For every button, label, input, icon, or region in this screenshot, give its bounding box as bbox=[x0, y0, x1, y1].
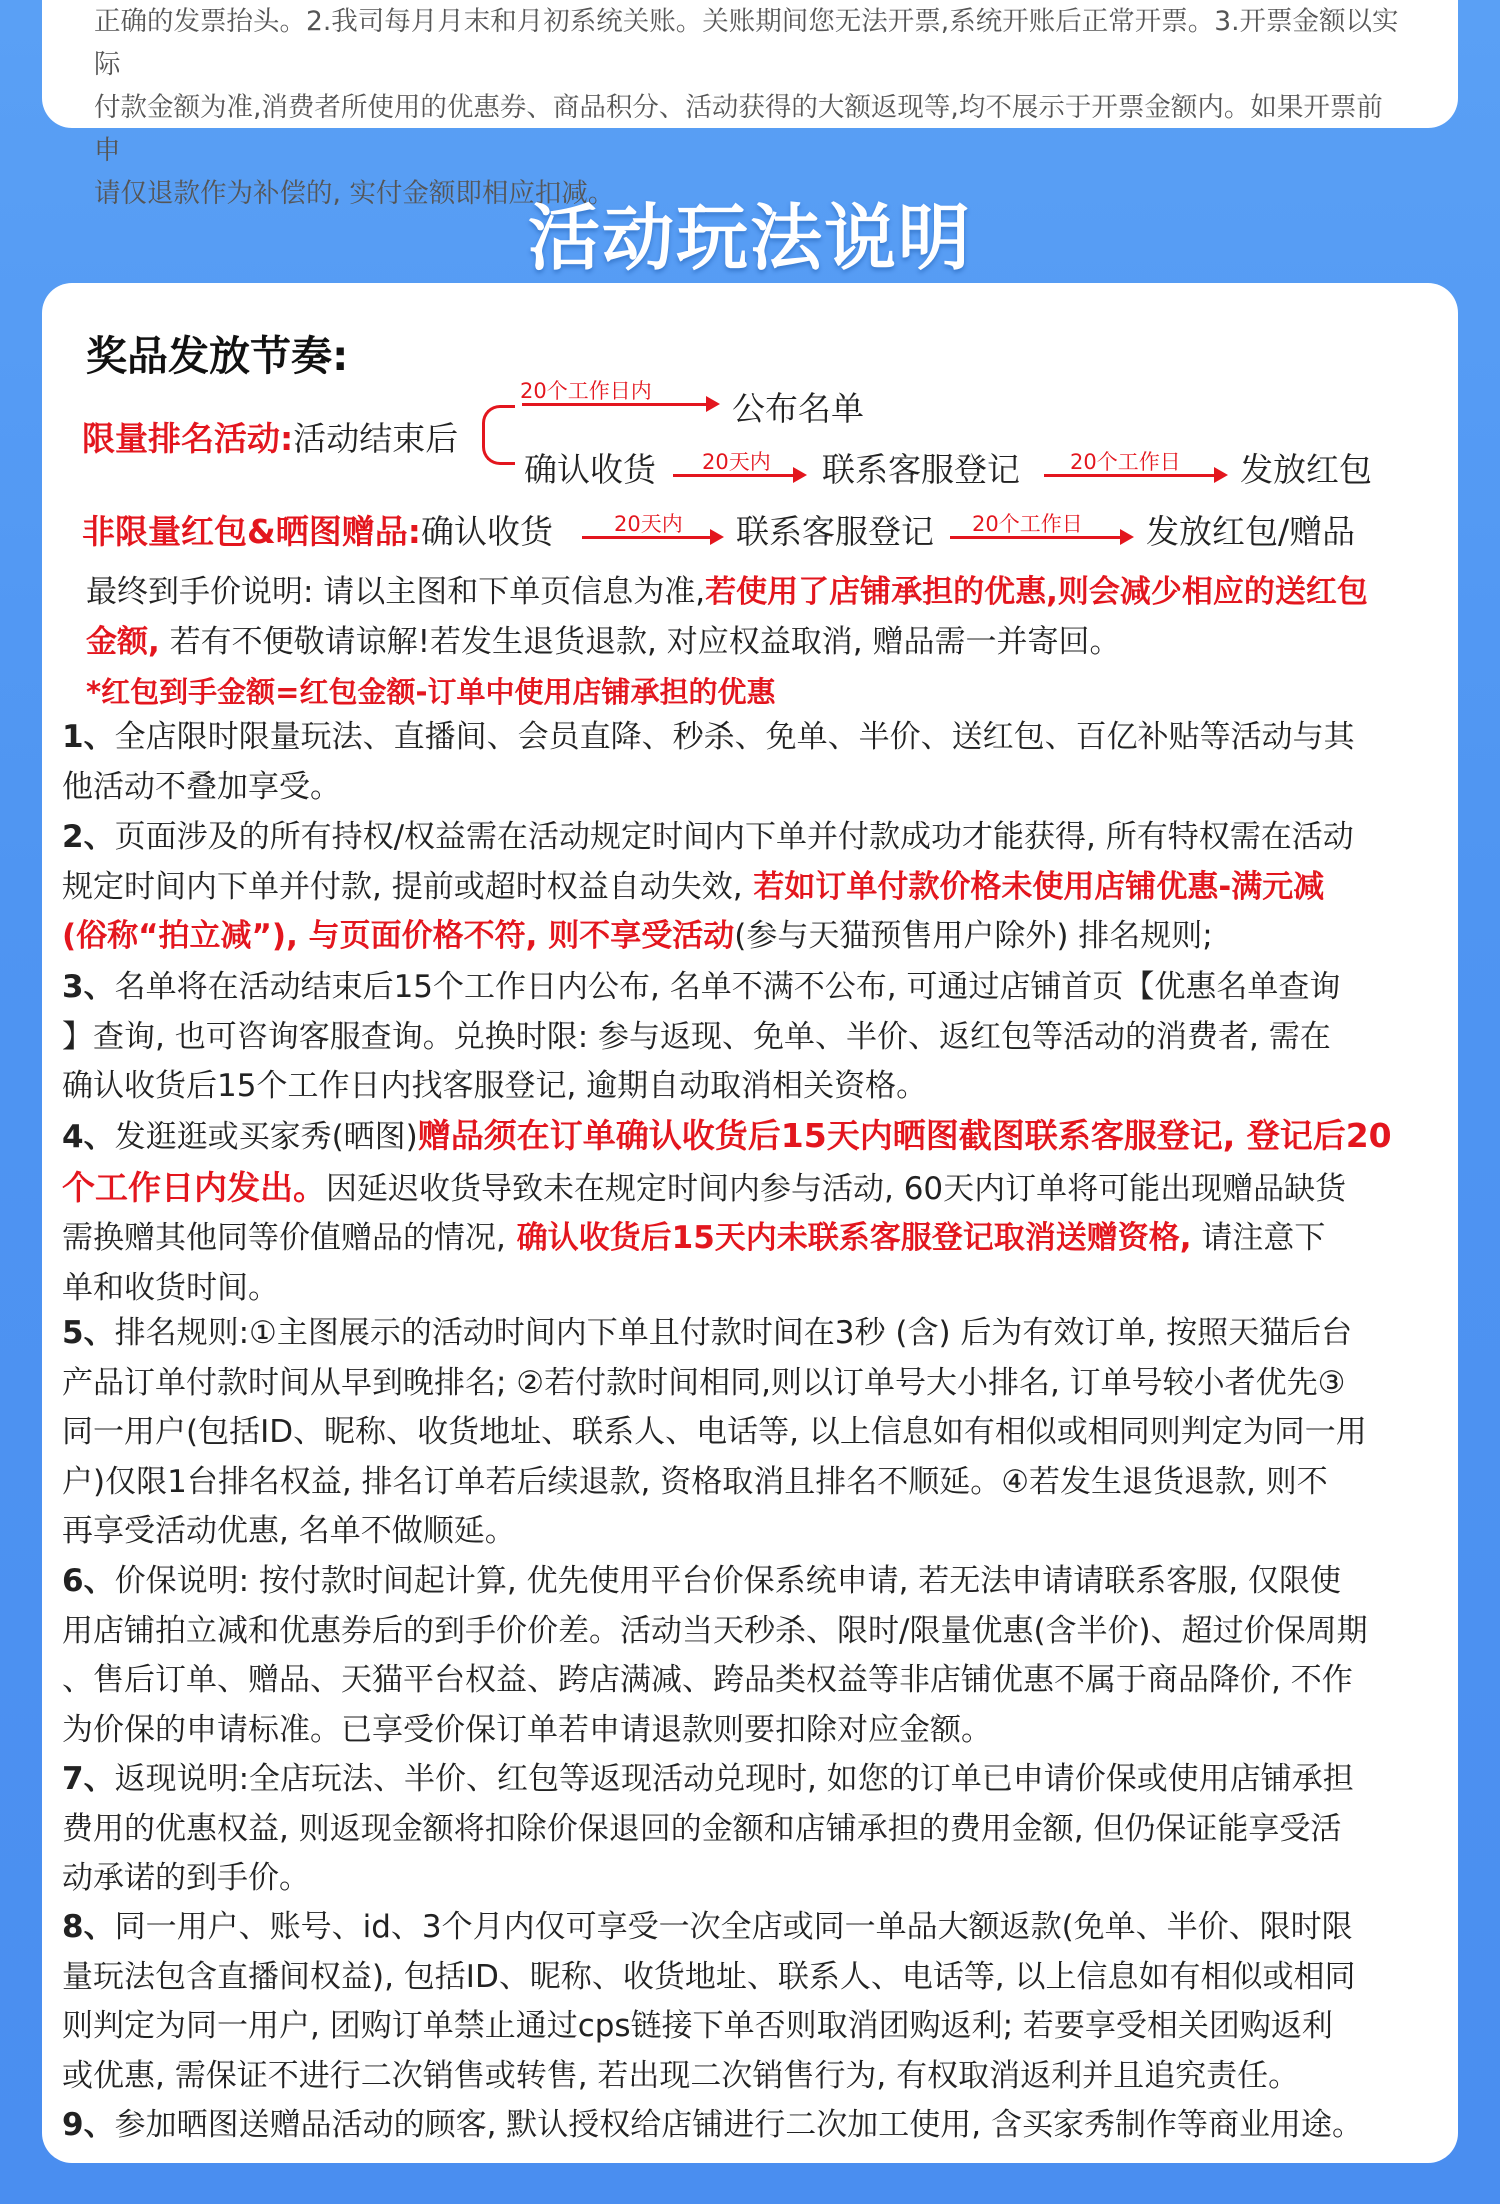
rules-card bbox=[42, 283, 1458, 2163]
limited-lead: 活动结束后 bbox=[293, 419, 459, 458]
arrow-label: 20个工作日 bbox=[1070, 450, 1181, 474]
rule-text: 请注意下 bbox=[1191, 1220, 1326, 1256]
rule-text: 】查询, 也可咨询客服查询。兑换时限: 参与返现、免单、半价、返红包等活动的消费者, 需在 bbox=[62, 1018, 1331, 1055]
invoice-notice-card bbox=[42, 0, 1458, 209]
arrow-label: 20天内 bbox=[614, 512, 683, 536]
rule-text: 产品订单付款时间从早到晚排名; ②若付款时间相同,则以订单号大小排名, 订单号较小者优先③ bbox=[62, 1364, 1346, 1401]
rule-highlight: 赠品须在订单确认收货后15天内晒图截图联系客服登记, 登记后20 bbox=[417, 1116, 1392, 1155]
note-text: 若有不便敬请谅解!若发生退货退款, 对应权益取消, 赠品需一并寄回。 bbox=[159, 624, 1121, 660]
flow-step: 确认收货 bbox=[420, 512, 553, 551]
rule-text: (参与天猫预售用户除外) 排名规则; bbox=[734, 918, 1213, 954]
rule-number: 1、 bbox=[62, 719, 115, 755]
rule-number: 2、 bbox=[62, 819, 115, 855]
rule-number: 7、 bbox=[62, 1761, 115, 1797]
rule-text: 发逛逛或买家秀(晒图) bbox=[114, 1119, 418, 1155]
rule-1 bbox=[62, 713, 1442, 812]
arrow-line bbox=[1044, 474, 1224, 477]
limited-label: 限量排名活动: bbox=[82, 419, 294, 458]
rule-highlight: 确认收货后15天内未联系客服登记取消送赠资格, bbox=[505, 1220, 1192, 1256]
rule-text: 动承诺的到手价。 bbox=[62, 1860, 310, 1896]
rule-text: 量玩法包含直播间权益), 包括ID、昵称、收货地址、联系人、电话等, 以上信息如有相似或相同 bbox=[62, 1958, 1356, 1995]
rule-text: 因延迟收货导致未在规定时间内参与活动, 60天内订单将可能出现赠品缺货 bbox=[326, 1170, 1347, 1207]
flow-step: 公布名单 bbox=[732, 389, 864, 428]
rule-highlight: 若如订单付款价格未使用店铺优惠-满元减 bbox=[742, 868, 1325, 905]
rule-8 bbox=[62, 1903, 1442, 2101]
rule-text: 同一用户(包括ID、昵称、收货地址、联系人、电话等, 以上信息如有相似或相同则判定为同一用 bbox=[62, 1414, 1367, 1450]
section-title: 活动玩法说明 bbox=[527, 196, 972, 280]
flow-step: 联系客服登记 bbox=[822, 450, 1020, 489]
flow-step: 发放红包 bbox=[1240, 450, 1372, 489]
arrow-label: 20天内 bbox=[702, 450, 771, 474]
rule-text: 户)仅限1台排名权益, 排名订单若后续退款, 资格取消且排名不顺延。④若发生退货退款, 则不 bbox=[62, 1463, 1328, 1500]
rule-text: 价保说明: 按付款时间起计算, 优先使用平台价保系统申请, 若无法申请请联系客服, 仅限使 bbox=[114, 1563, 1341, 1599]
invoice-notice-line: 付款金额为准,消费者所使用的优惠券、商品积分、活动获得的大额返现等,均不展示于开票金额内。如果开票前申 bbox=[94, 92, 1383, 166]
rule-number: 9、 bbox=[62, 2107, 115, 2143]
rule-text: 返现说明:全店玩法、半价、红包等返现活动兑现时, 如您的订单已申请价保或使用店铺承担 bbox=[114, 1761, 1354, 1797]
rule-number: 3、 bbox=[62, 969, 115, 1005]
rule-text: 费用的优惠权益, 则返现金额将扣除价保退回的金额和店铺承担的费用金额, 但仍保证能享受活 bbox=[62, 1810, 1342, 1847]
prize-heading: 奖品发放节奏: bbox=[86, 332, 349, 380]
invoice-notice-line: 正确的发票抬头。2.我司每月月末和月初系统关账。关账期间您无法开票,系统开账后正常开票。3.开票金额以实际 bbox=[94, 6, 1399, 80]
rule-5 bbox=[62, 1309, 1442, 1557]
note-text: 最终到手价说明: 请以主图和下单页信息为准, bbox=[86, 574, 706, 610]
redpacket-formula: *红包到手金额=红包金额-订单中使用店铺承担的优惠 bbox=[86, 675, 776, 709]
rule-text: 单和收货时间。 bbox=[62, 1269, 279, 1306]
rule-text: 则判定为同一用户, 团购订单禁止通过cps链接下单否则取消团购返利; 若要享受相关团购返利 bbox=[62, 2008, 1333, 2044]
rule-number: 6、 bbox=[62, 1563, 115, 1599]
arrow-line bbox=[522, 403, 716, 406]
rule-3 bbox=[62, 963, 1442, 1112]
unlimited-flow bbox=[82, 506, 553, 553]
arrow-label: 20个工作日 bbox=[972, 512, 1083, 536]
rule-text: 用店铺拍立减和优惠券后的到手价价差。活动当天秒杀、限时/限量优惠(含半价)、超过价保周期 bbox=[62, 1612, 1368, 1649]
rule-text: 参加晒图送赠品活动的顾客, 默认授权给店铺进行二次加工使用, 含买家秀制作等商业用途。 bbox=[114, 2107, 1363, 2143]
note-highlight: 金额, bbox=[86, 624, 160, 660]
rule-9 bbox=[62, 2101, 1442, 2151]
flow-step: 发放红包/赠品 bbox=[1146, 512, 1356, 551]
flow-step: 联系客服登记 bbox=[736, 512, 934, 551]
rule-highlight: (俗称“拍立减”), 与页面价格不符, 则不享受活动 bbox=[62, 918, 735, 954]
flow-step: 确认收货 bbox=[524, 450, 656, 489]
rule-2 bbox=[62, 813, 1442, 962]
rule-text: 同一用户、账号、id、3个月内仅可享受一次全店或同一单品大额返款(免单、半价、限时限 bbox=[114, 1909, 1353, 1945]
arrow-line bbox=[582, 536, 720, 539]
rule-text: 或优惠, 需保证不进行二次销售或转售, 若出现二次销售行为, 有权取消返利并且追究责任。 bbox=[62, 2057, 1300, 2094]
rule-text: 全店限时限量玩法、直播间、会员直降、秒杀、免单、半价、送红包、百亿补贴等活动与其 bbox=[114, 719, 1355, 755]
final-price-note bbox=[86, 567, 1416, 717]
rule-text: 需换赠其他同等价值赠品的情况, bbox=[62, 1220, 506, 1256]
rule-number: 8、 bbox=[62, 1909, 115, 1945]
rule-text: 页面涉及的所有持权/权益需在活动规定时间内下单并付款成功才能获得, 所有特权需在活动 bbox=[114, 819, 1354, 855]
rule-text: 确认收货后15个工作日内找客服登记, 逾期自动取消相关资格。 bbox=[62, 1068, 928, 1104]
flow-bracket bbox=[482, 405, 515, 465]
rule-7 bbox=[62, 1755, 1442, 1904]
invoice-notice-line: 请仅退款作为补偿的, 实付金额即相应扣减。 bbox=[94, 178, 615, 209]
rule-text: 名单将在活动结束后15个工作日内公布, 名单不满不公布, 可通过店铺首页【优惠名单查询 bbox=[114, 969, 1341, 1005]
rule-number: 5、 bbox=[62, 1315, 115, 1351]
rule-6 bbox=[62, 1557, 1442, 1755]
arrow-line bbox=[950, 536, 1130, 539]
rule-4 bbox=[62, 1111, 1442, 1313]
rule-text: 排名规则:①主图展示的活动时间内下单且付款时间在3秒 (含) 后为有效订单, 按照天猫后台 bbox=[114, 1315, 1353, 1351]
limited-flow bbox=[82, 413, 458, 460]
arrow-line bbox=[673, 474, 803, 477]
rule-text: 为价保的申请标准。已享受价保订单若申请退款则要扣除对应金额。 bbox=[62, 1711, 992, 1748]
unlimited-label: 非限量红包&晒图赠品: bbox=[82, 512, 421, 551]
note-highlight: 若使用了店铺承担的优惠,则会减少相应的送红包 bbox=[705, 574, 1368, 610]
rule-number: 4、 bbox=[62, 1119, 115, 1155]
arrow-label: 20个工作日内 bbox=[520, 379, 652, 403]
rule-highlight: 个工作日内发出。 bbox=[62, 1167, 326, 1207]
rule-text: 再享受活动优惠, 名单不做顺延。 bbox=[62, 1513, 516, 1549]
rule-text: 、售后订单、赠品、天猫平台权益、跨店满减、跨品类权益等非店铺优惠不属于商品降价, 不作 bbox=[62, 1662, 1353, 1698]
rule-text: 他活动不叠加享受。 bbox=[62, 768, 341, 805]
rule-text: 规定时间内下单并付款, 提前或超时权益自动失效, bbox=[62, 868, 743, 905]
